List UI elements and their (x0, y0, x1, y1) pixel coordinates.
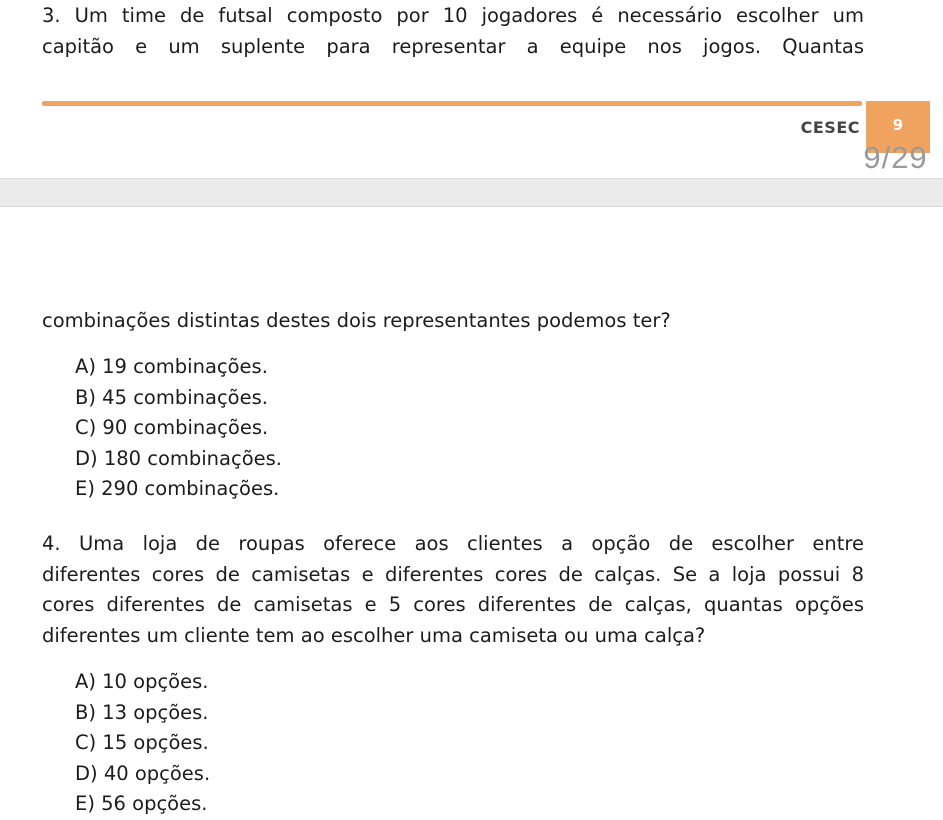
option-item: C) 90 combinações. (75, 416, 269, 439)
question-4-line-1: 4. Uma loja de roupas oferece aos clientes a opção de escolher entre (42, 532, 864, 555)
page-separator (0, 178, 943, 207)
question-3-statement-continued (42, 306, 864, 337)
option-item: E) 290 combinações. (75, 477, 280, 500)
option-item: E) 56 opções. (75, 792, 208, 815)
question-4-line-3: cores diferentes de camisetas e 5 cores diferentes de calças, quantas opções (42, 593, 864, 616)
question-4-line-4: diferentes um cliente tem ao escolher uma camiseta ou uma calça? (42, 623, 706, 647)
option-item: A) 10 opções. (75, 670, 209, 693)
option-item: D) 40 opções. (75, 761, 211, 785)
question-3-options (75, 352, 282, 505)
footer-brand: CESEC (800, 118, 860, 137)
option-item: B) 45 combinações. (75, 385, 268, 409)
question-3-line-1: 3. Um time de futsal composto por 10 jogadores é necessário escolher um (42, 4, 864, 27)
option-item: D) 180 combinações. (75, 446, 282, 470)
footer-divider (42, 101, 862, 106)
question-4-statement (42, 529, 864, 651)
footer-page-number: 9 (866, 101, 930, 153)
question-3-line-3: combinações distintas destes dois representantes podemos ter? (42, 309, 671, 332)
option-item: B) 13 opções. (75, 700, 209, 724)
page-counter: 9/29 (863, 140, 928, 175)
question-4-line-2: diferentes cores de camisetas e diferentes cores de calças. Se a loja possui 8 (42, 562, 864, 586)
question-4-options (75, 667, 210, 820)
option-item: A) 19 combinações. (75, 355, 268, 378)
option-item: C) 15 opções. (75, 731, 209, 754)
question-3-statement-top (42, 1, 864, 62)
question-3-line-2: capitão e um suplente para representar a equipe nos jogos. Quantas (42, 34, 864, 58)
